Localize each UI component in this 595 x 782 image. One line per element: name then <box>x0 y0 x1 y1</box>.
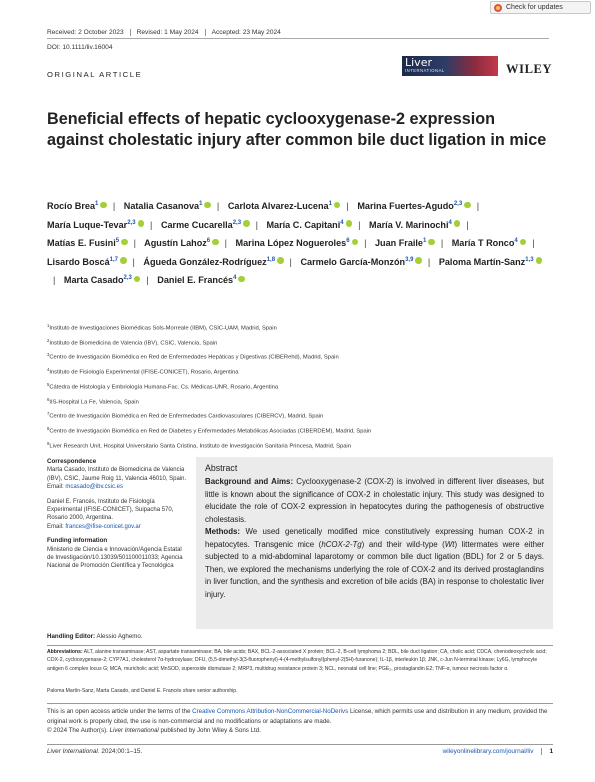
author-separator: | <box>427 256 431 267</box>
author-name: Marina López Nogueroles <box>235 238 347 249</box>
journal-logo <box>402 56 498 76</box>
orcid-icon[interactable] <box>428 239 435 246</box>
article-type: ORIGINAL ARTICLE <box>47 70 143 79</box>
author-name: María Luque-Tevar <box>47 219 128 230</box>
author-affiliation-ref: 1 <box>328 201 332 207</box>
author-affiliation-ref: 1 <box>199 201 203 207</box>
affiliation-item: $^3$Centro de Investigación Biomédica en Red de Enfermedades Hepáticas y Digestivas (CIBERehd), Madrid, Spain <box>47 352 339 361</box>
author <box>144 238 218 248</box>
accepted-date: Accepted: 23 May 2024 <box>211 29 281 36</box>
author <box>47 201 107 211</box>
author-name: Natalia Casanova <box>123 201 200 211</box>
author-affiliation-ref: 4 <box>514 238 518 245</box>
correspondence-heading: Correspondence <box>47 458 97 465</box>
author-separator: | <box>224 238 228 249</box>
abstract-heading: Abstract <box>205 463 238 473</box>
author <box>47 220 144 230</box>
journal-logo-subtext: INTERNATIONAL <box>405 68 445 73</box>
footer-citation: Liver International. 2024;00:1–15. <box>47 748 143 755</box>
orcid-icon[interactable] <box>100 202 107 209</box>
orcid-icon[interactable] <box>536 257 543 264</box>
author-name: Águeda González-Rodríguez <box>143 256 267 267</box>
author-separator: | <box>440 238 444 249</box>
author-separator: | <box>133 238 136 249</box>
author-name: Juan Fraile <box>374 238 423 249</box>
author-name: Paloma Martín-Sanz <box>438 256 526 267</box>
email-link-frances[interactable]: frances@ifise-conicet.gov.ar <box>65 523 141 530</box>
affiliation-item: $^7$Centro de Investigación Biomédica en Red de Enfermedades Cardiovasculares (CIBERCV), Madrid, Spain <box>47 411 324 420</box>
author <box>157 275 245 285</box>
author-affiliation-ref: 2,3 <box>453 201 463 207</box>
orcid-icon[interactable] <box>121 239 128 246</box>
orcid-icon[interactable] <box>204 202 211 209</box>
author <box>64 275 140 285</box>
author-name: María T Ronco <box>451 238 515 249</box>
revised-date: Revised: 1 May 2024 <box>137 29 206 36</box>
affiliation-item: $^5$Cátedra de Histología y Embriología Humana-Fac. Cs. Médicas-UNR, Rosario, Argentina <box>47 381 279 391</box>
abstract-methods: Methods: We used genetically modified mice constitutively expressing human COX-2 in hepatocytes. Transgenic mice (hCOX-2-Tg) and their wild-type (Wt) littermates were either subjected to a mid-abdominal laparotomy or common bile duct ligation (BDL) for 2 or 5 days. Then, we explored the mechanisms underlying the role of COX-2 and its derived prostaglandins in liver function, and the synthesis and excretion of bile acids (BA) in response to cholestatic liver injury. <box>205 527 544 599</box>
orcid-icon[interactable] <box>415 257 422 264</box>
author-affiliation-ref: 6 <box>346 238 350 245</box>
author <box>266 220 352 230</box>
author-separator: | <box>346 201 349 211</box>
affiliation-item: $^8$Centro de Investigación Biomédica en Red de Diabetes y Enfermedades Metabólicas Asociadas (CIBERDEM), Madrid, Spain <box>47 425 372 435</box>
article-dates <box>47 29 293 36</box>
author-affiliation-ref: 1 <box>422 238 427 245</box>
author <box>236 238 359 248</box>
author <box>47 257 127 267</box>
co-authorship-note: Paloma Martín-Sanz, Marta Casado, and Daniel E. Francés share senior authorship. <box>47 688 238 694</box>
author-name: Marina Fuertes-Agudo <box>357 201 454 211</box>
author-separator: | <box>255 219 258 230</box>
author-list <box>47 196 552 289</box>
affiliation-item: $^4$Instituto de Fisiología Experimental (IFISE-CONICET), Rosario, Argentina <box>47 367 239 376</box>
author <box>124 201 211 211</box>
license-divider <box>47 703 553 704</box>
author-affiliation-ref: 4 <box>340 219 344 226</box>
author-separator: | <box>466 219 469 230</box>
affiliation-item: $^2$Instituto de Biomedicina de Valencia (IBV), CSIC, Valencia, Spain <box>47 337 218 347</box>
handling-editor: Handling Editor: Alessio Aghemo. <box>47 633 143 640</box>
check-for-updates-button[interactable] <box>490 1 591 14</box>
author <box>228 201 341 211</box>
author-separator: | <box>289 256 292 267</box>
orcid-icon[interactable] <box>243 220 250 227</box>
check-for-updates-label: Check for updates <box>506 4 563 11</box>
footer-divider <box>47 744 553 745</box>
author-affiliation-ref: 2,3 <box>232 219 242 226</box>
crossmark-icon <box>494 4 502 12</box>
funding-heading: Funding information <box>47 537 108 545</box>
author-affiliation-ref: 6 <box>206 238 211 245</box>
author-affiliation-ref: 4 <box>448 219 452 226</box>
author-affiliation-ref: 2,3 <box>123 275 132 282</box>
cc-license-link[interactable]: Creative Commons Attribution-NonCommercial-NoDerivs <box>192 708 349 715</box>
correspondence-1: Marta Casado, Instituto de Biomedicina de Valencia (IBV), CSIC, Jaume Roig 11, Valencia 46010, Spain. Email: mcasado@ibv.csic.es <box>47 467 187 491</box>
funding-text: Ministerio de Ciencia e Innovación/Agencia Estatal de Investigación/10.13039/501100011033; Agencia Nacional de Promoción Científica y Tecnológica <box>47 546 183 570</box>
author-name: Agustín Lahoz <box>144 238 207 249</box>
author-affiliation-ref: 1 <box>95 201 99 207</box>
page-number: 1 <box>541 748 553 755</box>
orcid-icon[interactable] <box>120 257 127 264</box>
author <box>369 220 460 230</box>
author-affiliation-ref: 3,9 <box>405 256 414 263</box>
author-name: Matías E. Fusini <box>47 238 116 249</box>
journal-url-link[interactable]: wileyonlinelibrary.com/journal/liv <box>442 748 534 755</box>
sidebar-info <box>47 458 189 577</box>
header-divider <box>47 38 549 39</box>
author-separator: | <box>358 219 361 230</box>
author <box>375 238 435 248</box>
author-name: Carme Cucarella <box>160 219 233 230</box>
author-separator: | <box>216 201 220 211</box>
article-title: Beneficial effects of hepatic cyclooxygenase-2 expression against cholestatic injury after common bile duct ligation in mice <box>47 110 547 149</box>
author-separator: | <box>476 201 480 211</box>
author-separator: | <box>146 275 149 286</box>
abbreviations: Abbreviations: ALT, alanine transaminase; AST, aspartate transaminase; BA, bile acids; BAX, BCL-2-associated X protein; BCL-2, B-cell lymphoma 2; BDL, bile duct ligation; CA, cholic acid; CDCA, chenodeoxycholic acid; COX-2, cyclooxygenase-2; CYP7A1, cholesterol 7α-hydroxylase; DFU, (5,5-dimethyl-3(3-fluorophenyl)-4-(4-methylsulfonyl)phenyl-2(5H)-furanone); IL-1β, interleukin 1β; JNK, c-Jun N-terminal kinase; Ly6G, lymphocyte antigen 6 complex locus G; MCA, muricholic acid; MnSOD, superoxide dismutase 2; MRP3, multidrug resistance protein 3; NCL, neonatal cell line; PGE₂, prostaglandin E2; TNF-α, tumour necrosis factor α. <box>47 649 547 672</box>
orcid-icon[interactable] <box>238 276 245 283</box>
author <box>47 238 128 248</box>
author-name: Rocío Brea <box>47 201 96 211</box>
author <box>161 220 250 230</box>
author-affiliation-ref: 4 <box>233 275 237 282</box>
author <box>357 201 470 211</box>
author-separator: | <box>150 219 153 230</box>
author-affiliation-ref: 1,8 <box>266 256 276 263</box>
affiliation-item: $^1$Instituto de Investigaciones Biomédicas Sols-Morreale (IIBM), CSIC-UAM, Madrid, Spain <box>47 323 277 332</box>
author-separator: | <box>532 238 535 249</box>
abstract-background: Background and Aims: Cyclooxygenase-2 (COX-2) is involved in different liver diseases, but little is known about the significance of COX-2 in cholestatic injury. This study was designed to elucidate the role of COX-2 expression in hepatocytes during the pathogenesis of obstructive cholestasis. <box>205 477 544 524</box>
author-separator: | <box>112 201 116 211</box>
author-affiliation-ref: 5 <box>115 238 120 245</box>
license-text: This is an open access article under the terms of the Creative Commons Attribution-NonCommercial-NoDerivs License, which permits use and distribution in any medium, provided the original work is properly cited, the use is non-commercial and no modifications or adaptations are made. © 2024 The Author(s). Liver International published by John Wiley & Sons Ltd. <box>47 708 548 735</box>
author-separator: | <box>132 256 135 267</box>
publisher-logo: WILEY <box>506 62 553 76</box>
author <box>452 238 527 248</box>
author-affiliation-ref: 2,3 <box>127 219 136 226</box>
author-name: María C. Capitani <box>266 219 341 230</box>
author-name: Carmelo García-Monzón <box>300 256 406 267</box>
author-affiliation-ref: 1,7 <box>109 256 119 263</box>
email-link-casado[interactable]: mcasado@ibv.csic.es <box>65 484 124 491</box>
author <box>143 257 283 267</box>
doi: DOI: 10.1111/liv.16004 <box>47 44 113 51</box>
orcid-icon[interactable] <box>212 239 219 246</box>
abstract-box <box>196 457 553 629</box>
journal-logo-text: Liver <box>405 56 432 69</box>
affiliation-item: $^6$IIS-Hospital La Fe, Valencia, Spain <box>47 396 139 406</box>
author-separator: | <box>53 275 56 286</box>
received-date: Received: 2 October 2023 <box>47 29 131 36</box>
author <box>300 257 421 267</box>
abbreviations-divider <box>47 645 553 646</box>
author-name: Daniel E. Francés <box>157 275 234 286</box>
author-name: Marta Casado <box>63 275 124 286</box>
correspondence-2: Daniel E. Francés, Instituto de Fisiología Experimental (IFISE-CONICET), Suipacha 570, Rosario 2000, Argentina. Email: frances@ifise-conicet.gov.ar <box>47 498 174 530</box>
affiliations <box>47 320 547 452</box>
author-separator: | <box>364 238 367 249</box>
author-name: María V. Marinochi <box>369 219 449 230</box>
orcid-icon[interactable] <box>464 202 471 209</box>
author-affiliation-ref: 1,3 <box>525 256 534 263</box>
footer-right <box>443 748 553 755</box>
author-name: Lisardo Boscá <box>47 256 110 267</box>
author <box>439 257 542 267</box>
affiliation-item: $^9$Liver Research Unit, Hospital Universitario Santa Cristina, Instituto de Investigación Sanitaria Princesa, Madrid, Spain <box>47 440 351 450</box>
author-name: Carlota Alvarez-Lucena <box>227 201 329 211</box>
orcid-icon[interactable] <box>277 257 284 264</box>
